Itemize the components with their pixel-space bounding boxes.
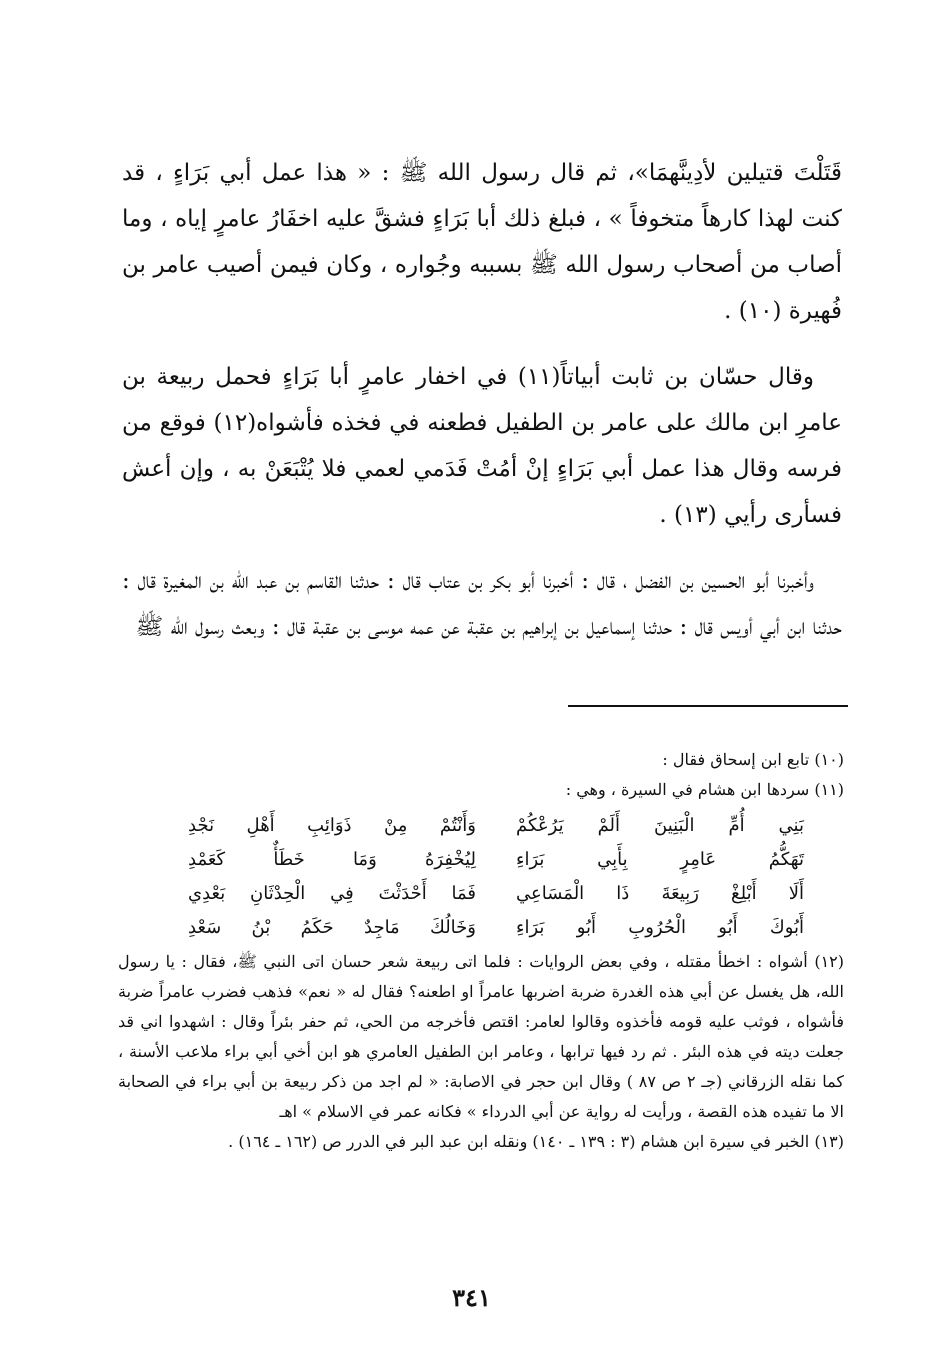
footnote-10: (١٠) تابع ابن إسحاق فقال :	[662, 750, 844, 769]
footnote-13: (١٣) الخبر في سيرة ابن هشام (٣ : ١٣٩ ـ ١٤٠) ونقله ابن عبد البر في الدرر ص (١٦٢ ـ ١٦٤) .	[228, 1132, 844, 1151]
poem-verse-1-first: بَنِي أُمِّ الْبَنِينَ أَلَمْ يَرُعْكُمْ	[516, 815, 804, 836]
footnote-11: (١١) سردها ابن هشام في السيرة ، وهي :	[565, 780, 844, 799]
main-text	[122, 150, 842, 670]
poem	[118, 809, 844, 945]
poem-verse-3-second: فَمَا أَحْدَثْتَ فِي الْحِدْثَانِ بَعْدِي	[188, 883, 476, 904]
footnotes	[118, 745, 844, 1157]
poem-verse-4-first: أَبُوكَ أَبُو الْحُرُوبِ أَبُو بَرَاءِ	[516, 917, 804, 938]
paragraph-3: وأخبرنا أبو الحسين بن الفضل ، قال : أخبرنا أبو بكر بن عتاب قال : حدثنا القاسم بن عبد الله بن المغيرة قال : حدثنا ابن أبي أويس قال : حدثنا إسماعيل بن إبراهيم بن عقبة عن عمه موسى بن عقبة قال : وبعث رسول الله ﷺ	[122, 568, 842, 640]
poem-verse-2-second: لِيُخْفِرَهُ وَمَا خَطَأٌ كَعَمْدِ	[188, 849, 476, 870]
poem-verse-1-second: وَأَنْتُمْ مِنْ ذَوَائِبِ أَهْلِ نَجْدِ	[188, 815, 476, 836]
poem-verse-4-second: وَخَالُكَ مَاجِدٌ حَكَمُ بْنُ سَعْدِ	[188, 917, 476, 938]
poem-verse-3-first: أَلَا أَبْلِغْ رَبِيعَةَ ذَا الْمَسَاعِي	[516, 883, 804, 904]
paragraph-1: قَتَلْتَ قتيلين لأدِينَّهمَا»، ثم قال رسول الله ﷺ : « هذا عمل أبي بَرَاءٍ ، قد كنت لهذا كارهاً متخوفاً » ، فبلغ ذلك أبا بَرَاءٍ فشقَّ عليه اخفَارُ عامرٍ إياه ، وما أصاب من أصحاب رسول الله ﷺ بسببه وجُواره ، وكان فيمن أصيب عامر بن فُهيرة (١٠) .	[122, 160, 842, 324]
page-number: ٣٤١	[452, 1283, 491, 1312]
footnote-separator	[568, 705, 848, 707]
paragraph-2: وقال حسّان بن ثابت أبياتاً(١١) في اخفار عامرٍ أبا بَرَاءٍ فحمل ربيعة بن عامرِ ابن مالك على عامر بن الطفيل فطعنه في فخذه فأشواه(١٢) فوقع من فرسه وقال هذا عمل أبي بَرَاءٍ إنْ أمُتْ فَدَمي لعمي فلا يُتْبَعَنْ به ، وإن أعش فسأرى رأيي (١٣) .	[122, 364, 843, 528]
poem-verse-2-first: تَهَكُّمُ عَامِرٍ بِأَبِي بَرَاءِ	[516, 849, 804, 870]
footnote-12: (١٢) أشواه : اخطأ مقتله ، وفي بعض الروايات : فلما اتى ربيعة شعر حسان اتى النبي ﷺ، فقال : يا رسول الله، هل يغسل عن أبي هذه الغدرة ضربة اضربها عامراً او اطعنه؟ فقال له « نعم» فذهب فضرب عامراً ضربة فأشواه ، فوثب عليه قومه فأخذوه وقالوا لعامر: اقتص فأخرجه من الحي، ثم حفر بئراً وقال : اشهدوا اني قد جعلت ديته في هذه البئر . ثم رد فيها ترابها ، وعامر ابن الطفيل العامري هو ابن أخي أبي براء ملاعب الأسنة ، كما نقله الزرقاني (جـ ٢ ص ٨٧ ) وقال ابن حجر في الاصابة: « لم اجد من ذكر ربيعة بن أبي براء في الصحابة الا ما تفيده هذه القصة ، ورأيت له رواية عن أبي الدرداء » فكانه عمر في الاسلام » اهـ	[118, 952, 845, 1121]
